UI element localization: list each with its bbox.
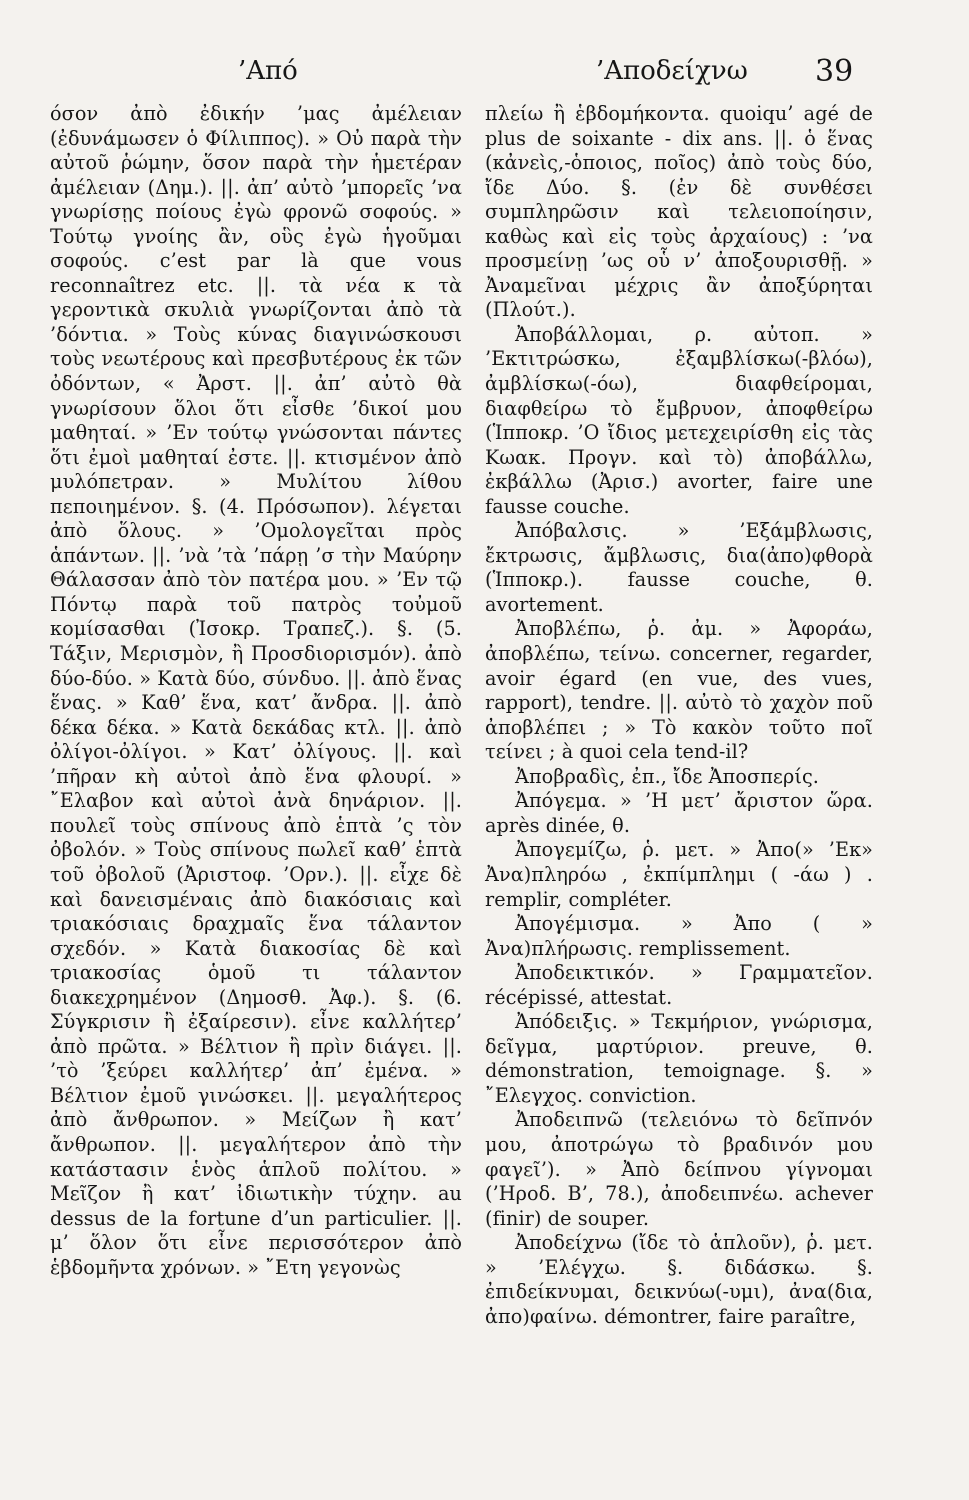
entry-apodeichno: Ἀποδείχνω (ἴδε τὸ ἁπλοῦν), ῥ. μετ. » ’Ελέγχω. §. διδάσκω. §. ἐπιδείκνυμαι, δεικνύω(-υμι), ἀνα(δια, ἀπο)φαίνω. démontrer, faire paraître, (485, 1231, 873, 1328)
entry-apovallomai: Ἀποβάλλομαι, ρ. αὐτοπ. » ’Εκτιτρώσκω, ἐξαμβλίσκω(-βλόω), ἀμβλίσκω(-όω), διαφθείρομαι, διαφθείρω τὸ ἔμβρυον, ἀποφθείρω (Ἱπποκρ. ’Ο ἴδιος μετεχειρίσθη εἰς τὰς Κωακ. Προγν. καὶ τὸ) ἀποβάλλω, ἐκβάλλω (Ἀρισ.) avorter, faire une fausse couche. (485, 322, 873, 518)
entry-apodeixis: Ἀπόδειξις. » Τεκμήριον, γνώρισμα, δεῖγμα, μαρτύριον. preuve, θ. démonstration, temoignage. §. » ῎Ελεγχος. conviction. (485, 1010, 873, 1107)
right-headword: ’Αποδείχνω (596, 56, 748, 86)
entry-continuation: όσον ἀπὸ ἐδικήν ’μας ἀμέλειαν (ἐδυνάμωσεν ὁ Φίλιππος). » Οὐ παρὰ τὴν αὐτοῦ ῥώμην, ὅσον παρὰ τὴν ἡμετέραν ἀμέλειαν (Δημ.). ||. ἀπ’ αὐτὸ ’μπορεῖς ’να γνωρίσῃς ποίους ἐγὼ φρονῶ σοφούς. » Τούτῳ γνοίης ἂν, οὓς ἐγὼ ἡγοῦμαι σοφούς. c’est par là que vous reconnaîtrez etc. ||. τὰ νέα κ τὰ γεροντικὰ σκυλιὰ γνωρίζονται ἀπὸ τὰ ’δόντια. » Τοὺς κύνας διαγινώσκουσι τοὺς νεωτέρους καὶ πρεσβυτέρους ἐκ τῶν ὀδόντων, « Ἀρστ. ||. ἀπ’ αὐτὸ θὰ γνωρίσουν ὅλοι ὅτι εἶσθε ’δικοί μου μαθηταί. » ’Εν τούτῳ γνώσονται πάντες ὅτι ἐμοὶ μαθηταί ἐστε. ||. κτισμένον ἀπὸ μυλόπετραν. » Μυλίτου λίθου πεποιημένον. §. (4. Πρόσωπον). λέγεται ἀπὸ ὅλους. » ’Ομολογεῖται πρὸς ἁπάντων. ||. ’νὰ ’τὰ ’πάρῃ ’σ τὴν Μαύρην Θάλασσαν ἀπὸ τὸν πατέρα μου. » ’Εν τῷ Πόντῳ παρὰ τοῦ πατρὸς τοὐμοῦ κομίσασθαι (Ἰσοκρ. Τραπεζ.). §. (5. Τάξιν, Μερισμὸν, ἢ Προσδιορισμόν). ἀπὸ δύο-δύο. » Κατὰ δύο, σύνδυο. ||. ἀπὸ ἕνας ἕνας. » Καθ’ ἕνα, κατ’ ἄνδρα. ||. ἀπὸ δέκα δέκα. » Κατὰ δεκάδας κτλ. ||. ἀπὸ ὀλίγοι-ὀλίγοι. » Κατ’ ὀλίγους. ||. καὶ ’πῆραν κὴ αὐτοὶ ἀπὸ ἕνα φλουρί. » ῎Ελαβον καὶ αὐτοὶ ἀνὰ δηνάριον. ||. πουλεῖ τοὺς σπίνους ἀπὸ ἑπτὰ ’ς τὸν ὀβολόν. » Τοὺς σπίνους πωλεῖ καθ’ ἑπτὰ τοῦ ὀβολοῦ (Ἀριστοφ. ’Ορν.). ||. εἶχε δὲ καὶ δανεισμέναις ἀπὸ διακόσιαις καὶ τριακόσιαις δραχμαῖς ἕνα τάλαντον σχεδόν. » Κατὰ διακοσίας δὲ καὶ τριακοσίας ὁμοῦ τι τάλαντον διακεχρημένον (Δημοσθ. Ἀφ.). §. (6. Σύγκρισιν ἢ ἐξαίρεσιν). εἶνε καλλήτερ’ ἀπὸ πρῶτα. » Βέλτιον ἢ πρὶν διάγει. ||. ’τὸ ’ξεύρει καλλήτερ’ ἀπ’ ἐμένα. » Βέλτιον ἐμοῦ γινώσκει. ||. μεγαλήτερος ἀπὸ ἄνθρωπον. » Μείζων ἢ κατ’ ἄνθρωπον. ||. μεγαλήτερον ἀπὸ τὴν κατάστασιν ἑνὸς ἁπλοῦ πολίτου. » Μεῖζον ἢ κατ’ ἰδιωτικὴν τύχην. au dessus de la fortune d’un particulier. ||. μ’ ὅλον ὅτι εἶνε περισσότερον ἀπὸ ἑβδομῆντα χρόνων. » ῎Ετη γεγονὼς (50, 102, 462, 1279)
entry-apovalsis: Ἀπόβαλσις. » ’Εξάμβλωσις, ἔκτρωσις, ἄμβλωσις, δια(ἀπο)φθορὰ (Ἱπποκρ.). fausse couche, θ. avortement. (485, 519, 873, 616)
entry-apodeiktikon: Ἀποδεικτικόν. » Γραμματεῖον. récépissé, attestat. (485, 961, 873, 1009)
page-number: 39 (815, 54, 854, 89)
entry-apovradis: Ἀποβραδὶς, ἐπ., ἴδε Ἀποσπερίς. (515, 764, 820, 788)
entry-continuation: πλείω ἢ ἑβδομήκοντα. quoiqu’ agé de plus de soixante - dix ans. ||. ὁ ἕνας (κἀνεὶς,-ὁποιος, ποῖος) ἀπὸ τοὺς δύο, ἴδε Δύο. §. (ἐν δὲ συνθέσει συμπληρῶσιν καὶ τελειοποίησιν, καθὼς καὶ εἰς τοὺς ἀρχαίους) : ’να προσμείνῃ ’ως οὗ ν’ ἀποξουρισθῇ. » Ἀναμεῖναι μέχρις ἂν ἀποξύρηται (Πλούτ.). (485, 102, 873, 322)
left-column (50, 102, 462, 1280)
left-headword: ’Από (238, 56, 298, 86)
entry-apogema: Ἀπόγεμα. » ’Η μετ’ ἄριστον ὥρα. après dinée, θ. (485, 789, 873, 837)
entry-apodeipno: Ἀποδειπνῶ (τελειόνω τὸ δεῖπνόν μου, ἀποτρώγω τὸ βραδινόν μου φαγεῖ’). » Ἀπὸ δείπνου γίγνομαι (’Ηροδ. Β’, 78.), ἀποδειπνέω. achever (finir) de souper. (485, 1108, 873, 1230)
entry-apogemizo: Ἀπογεμίζω, ῥ. μετ. » Ἀπο(» ’Εκ» Ἀνα)πληρόω , ἐκπίμπλημι ( -άω ) . remplir, compléter. (485, 838, 873, 911)
entry-apovlepo: Ἀποβλέπω, ῥ. ἀμ. » Ἀφοράω, ἀποβλέπω, τείνω. concerner, regarder, avoir égard (en vue, des vues, rapport), tendre. ||. αὐτὸ τὸ χαχὸν ποῦ ἀποβλέπει ; » Τὸ κακὸν τοῦτο ποῖ τείνει ; à quoi cela tend-il? (485, 617, 873, 764)
entry-apogemisma: Ἀπογέμισμα. » Ἀπο ( » Ἀνα)πλήρωσις. remplissement. (485, 912, 873, 960)
running-header (0, 56, 969, 96)
right-column (485, 102, 873, 1329)
